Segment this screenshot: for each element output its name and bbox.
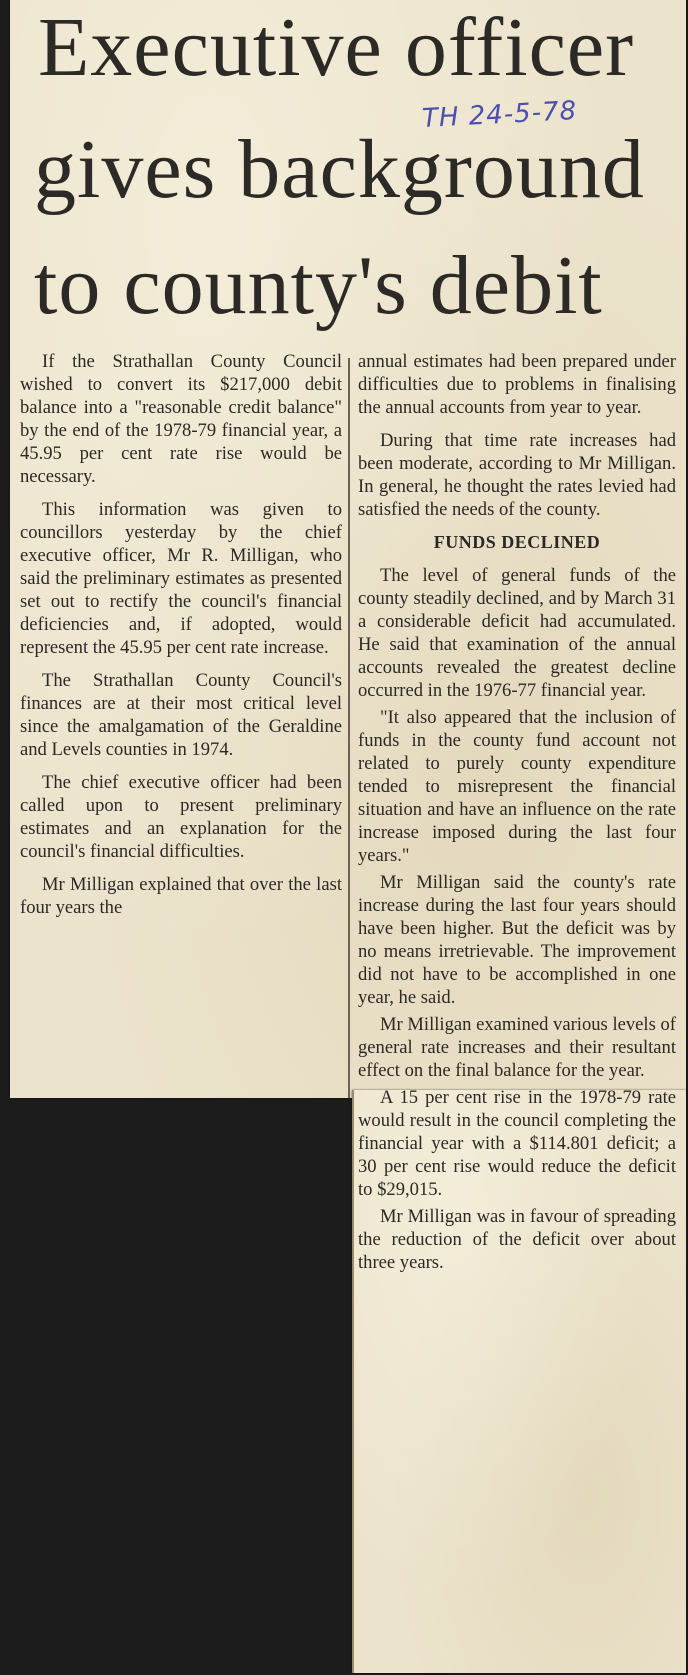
- article-continuation: [358, 564, 676, 1274]
- column-rule: [348, 358, 350, 1098]
- paragraph: annual estimates had been prepared under difficulties due to problems in finalising the annual accounts from year to year.: [358, 351, 676, 418]
- paragraph: During that time rate increases had been moderate, according to Mr Milligan. In general, he thought the rates levied had satisfied the needs of the county.: [358, 430, 676, 520]
- paragraph: Mr Milligan said the county's rate increase during the last four years should have been higher. But the deficit was by no means irretrievable. The improvement did not have to be accomplished in one year, he said.: [358, 872, 676, 1008]
- paragraph: This information was given to councillors yesterday by the chief executive officer, Mr R. Milligan, who said the preliminary estimates as presented set out to rectify the council's financial deficiencies and, if adopted, would represent the 45.95 per cent rate increase.: [20, 499, 342, 658]
- paragraph: The level of general funds of the county steadily declined, and by March 31 a considerable deficit had accumulated. He said that examination of the annual accounts revealed the greatest decline occurred in the 1976-77 financial year.: [358, 565, 676, 701]
- paragraph: The Strathallan County Council's finances are at their most critical level since the amalgamation of the Geraldine and Levels counties in 1974.: [20, 670, 342, 760]
- section-subheading: FUNDS DECLINED: [433, 532, 601, 552]
- paragraph: The chief executive officer had been called upon to present preliminary estimates and an explanation for the council's financial difficulties.: [20, 772, 342, 862]
- headline-line-3: to county's debit: [34, 239, 603, 332]
- paragraph: If the Strathallan County Council wished to convert its $217,000 debit balance into a "reasonable credit balance" by the end of the 1978-79 financial year, a 45.95 per cent rate rise would be necessary.: [20, 351, 342, 487]
- paragraph: Mr Milligan was in favour of spreading the reduction of the deficit over about three years.: [358, 1206, 676, 1273]
- headline-line-1: Executive officer: [38, 1, 635, 94]
- headline-line-2: gives background: [34, 123, 645, 216]
- article-column-left: [20, 350, 342, 929]
- paragraph: Mr Milligan examined various levels of general rate increases and their resultant effect on the final balance for the year.: [358, 1014, 676, 1081]
- article-column-right: [358, 350, 676, 1278]
- paragraph: A 15 per cent rise in the 1978-79 rate would result in the council completing the financial year with a $114.801 deficit; a 30 per cent rise would reduce the deficit to $29,015.: [358, 1087, 676, 1200]
- paragraph: Mr Milligan explained that over the last four years the: [20, 874, 342, 918]
- paragraph: "It also appeared that the inclusion of funds in the county fund account not related to purely county expenditure tended to misrepresent the financial situation and have an influence on the rate increase imposed during the last four years.": [358, 707, 676, 866]
- handwritten-date-note: TH 24-5-78: [421, 95, 578, 135]
